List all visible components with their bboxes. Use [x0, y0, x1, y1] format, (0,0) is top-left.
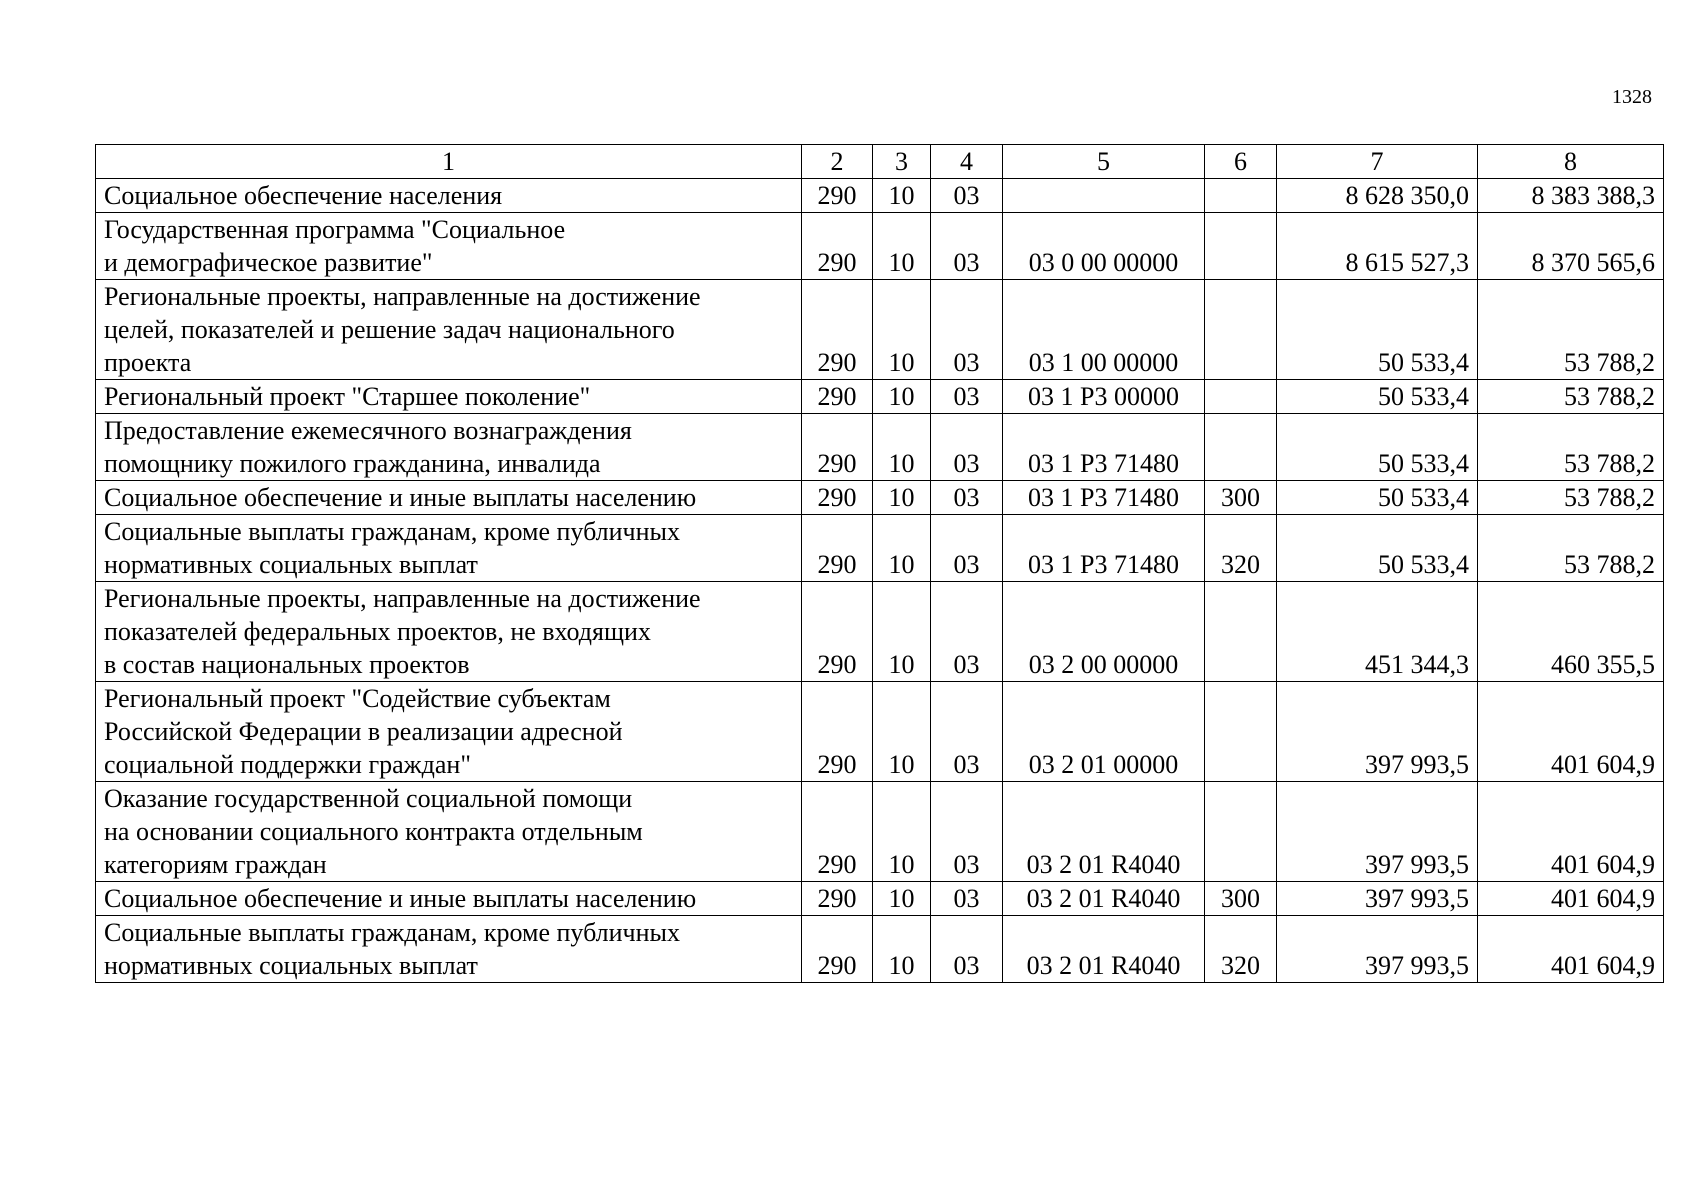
- table-body: [96, 179, 1664, 983]
- expense-type-cell: [1205, 414, 1277, 481]
- amount-year1-cell: 397 993,5: [1277, 916, 1478, 983]
- amount-year2-cell: 401 604,9: [1478, 782, 1664, 882]
- section-code-cell: 10: [873, 882, 931, 916]
- section-code-cell: 10: [873, 280, 931, 380]
- section-code-cell: 10: [873, 782, 931, 882]
- table-row: [96, 380, 1664, 414]
- expense-type-cell: [1205, 582, 1277, 682]
- amount-year2-cell: 460 355,5: [1478, 582, 1664, 682]
- target-article-cell: 03 2 01 00000: [1003, 682, 1205, 782]
- amount-year1-cell: 451 344,3: [1277, 582, 1478, 682]
- expense-type-cell: 320: [1205, 916, 1277, 983]
- ministry-code-cell: 290: [802, 280, 873, 380]
- ministry-code-cell: 290: [802, 515, 873, 582]
- table-row: [96, 481, 1664, 515]
- target-article-cell: 03 2 01 R4040: [1003, 782, 1205, 882]
- item-name-cell: Социальные выплаты гражданам, кроме публичных нормативных социальных выплат: [96, 916, 802, 983]
- expense-type-cell: 300: [1205, 882, 1277, 916]
- item-name-cell: Социальное обеспечение и иные выплаты населению: [96, 882, 802, 916]
- ministry-code-cell: 290: [802, 582, 873, 682]
- amount-year2-cell: 53 788,2: [1478, 380, 1664, 414]
- target-article-cell: 03 1 P3 71480: [1003, 515, 1205, 582]
- table-row: [96, 782, 1664, 882]
- item-name-cell: Предоставление ежемесячного вознаграждения помощнику пожилого гражданина, инвалида: [96, 414, 802, 481]
- column-header: 2: [802, 145, 873, 179]
- subsection-code-cell: 03: [931, 682, 1003, 782]
- section-code-cell: 10: [873, 916, 931, 983]
- item-name-cell: Государственная программа "Социальное и демографическое развитие": [96, 213, 802, 280]
- column-header: 4: [931, 145, 1003, 179]
- item-name-cell: Региональный проект "Содействие субъектам Российской Федерации в реализации адресной социальной поддержки граждан": [96, 682, 802, 782]
- subsection-code-cell: 03: [931, 280, 1003, 380]
- ministry-code-cell: 290: [802, 916, 873, 983]
- page-number: 1328: [1612, 86, 1652, 108]
- subsection-code-cell: 03: [931, 782, 1003, 882]
- amount-year1-cell: 50 533,4: [1277, 280, 1478, 380]
- ministry-code-cell: 290: [802, 414, 873, 481]
- column-header: 8: [1478, 145, 1664, 179]
- item-name-cell: Социальное обеспечение населения: [96, 179, 802, 213]
- table-row: [96, 414, 1664, 481]
- item-name-cell: Социальные выплаты гражданам, кроме публичных нормативных социальных выплат: [96, 515, 802, 582]
- amount-year2-cell: 53 788,2: [1478, 414, 1664, 481]
- subsection-code-cell: 03: [931, 179, 1003, 213]
- target-article-cell: 03 2 01 R4040: [1003, 882, 1205, 916]
- target-article-cell: 03 1 P3 71480: [1003, 481, 1205, 515]
- amount-year1-cell: 397 993,5: [1277, 682, 1478, 782]
- section-code-cell: 10: [873, 213, 931, 280]
- expense-type-cell: [1205, 280, 1277, 380]
- target-article-cell: 03 1 00 00000: [1003, 280, 1205, 380]
- budget-table: [95, 144, 1664, 983]
- ministry-code-cell: 290: [802, 882, 873, 916]
- header-row: [96, 145, 1664, 179]
- ministry-code-cell: 290: [802, 179, 873, 213]
- item-name-cell: Региональные проекты, направленные на достижение показателей федеральных проектов, не входящих в состав национальных проектов: [96, 582, 802, 682]
- target-article-cell: [1003, 179, 1205, 213]
- expense-type-cell: [1205, 179, 1277, 213]
- amount-year1-cell: 50 533,4: [1277, 515, 1478, 582]
- item-name-cell: Региональные проекты, направленные на достижение целей, показателей и решение задач национального проекта: [96, 280, 802, 380]
- target-article-cell: 03 1 P3 00000: [1003, 380, 1205, 414]
- table-row: [96, 916, 1664, 983]
- target-article-cell: 03 0 00 00000: [1003, 213, 1205, 280]
- subsection-code-cell: 03: [931, 916, 1003, 983]
- expense-type-cell: 320: [1205, 515, 1277, 582]
- target-article-cell: 03 1 P3 71480: [1003, 414, 1205, 481]
- amount-year2-cell: 53 788,2: [1478, 280, 1664, 380]
- amount-year1-cell: 397 993,5: [1277, 782, 1478, 882]
- ministry-code-cell: 290: [802, 782, 873, 882]
- amount-year2-cell: 8 383 388,3: [1478, 179, 1664, 213]
- table-row: [96, 582, 1664, 682]
- ministry-code-cell: 290: [802, 682, 873, 782]
- table-row: [96, 515, 1664, 582]
- expense-type-cell: 300: [1205, 481, 1277, 515]
- target-article-cell: 03 2 00 00000: [1003, 582, 1205, 682]
- amount-year1-cell: 8 628 350,0: [1277, 179, 1478, 213]
- expense-type-cell: [1205, 213, 1277, 280]
- amount-year2-cell: 401 604,9: [1478, 882, 1664, 916]
- section-code-cell: 10: [873, 582, 931, 682]
- table-row: [96, 280, 1664, 380]
- column-header: 6: [1205, 145, 1277, 179]
- section-code-cell: 10: [873, 380, 931, 414]
- subsection-code-cell: 03: [931, 481, 1003, 515]
- subsection-code-cell: 03: [931, 882, 1003, 916]
- subsection-code-cell: 03: [931, 582, 1003, 682]
- amount-year1-cell: 8 615 527,3: [1277, 213, 1478, 280]
- amount-year2-cell: 8 370 565,6: [1478, 213, 1664, 280]
- item-name-cell: Социальное обеспечение и иные выплаты населению: [96, 481, 802, 515]
- subsection-code-cell: 03: [931, 213, 1003, 280]
- subsection-code-cell: 03: [931, 380, 1003, 414]
- table-row: [96, 882, 1664, 916]
- expense-type-cell: [1205, 380, 1277, 414]
- section-code-cell: 10: [873, 414, 931, 481]
- column-header: 7: [1277, 145, 1478, 179]
- amount-year1-cell: 50 533,4: [1277, 414, 1478, 481]
- target-article-cell: 03 2 01 R4040: [1003, 916, 1205, 983]
- section-code-cell: 10: [873, 515, 931, 582]
- amount-year1-cell: 50 533,4: [1277, 481, 1478, 515]
- table-row: [96, 179, 1664, 213]
- item-name-cell: Оказание государственной социальной помощи на основании социального контракта отдельным категориям граждан: [96, 782, 802, 882]
- table-row: [96, 213, 1664, 280]
- amount-year1-cell: 50 533,4: [1277, 380, 1478, 414]
- section-code-cell: 10: [873, 179, 931, 213]
- ministry-code-cell: 290: [802, 481, 873, 515]
- amount-year1-cell: 397 993,5: [1277, 882, 1478, 916]
- subsection-code-cell: 03: [931, 414, 1003, 481]
- ministry-code-cell: 290: [802, 213, 873, 280]
- table-row: [96, 682, 1664, 782]
- column-header: 1: [96, 145, 802, 179]
- amount-year2-cell: 53 788,2: [1478, 515, 1664, 582]
- column-header: 5: [1003, 145, 1205, 179]
- amount-year2-cell: 53 788,2: [1478, 481, 1664, 515]
- amount-year2-cell: 401 604,9: [1478, 916, 1664, 983]
- expense-type-cell: [1205, 682, 1277, 782]
- amount-year2-cell: 401 604,9: [1478, 682, 1664, 782]
- item-name-cell: Региональный проект "Старшее поколение": [96, 380, 802, 414]
- section-code-cell: 10: [873, 481, 931, 515]
- section-code-cell: 10: [873, 682, 931, 782]
- ministry-code-cell: 290: [802, 380, 873, 414]
- subsection-code-cell: 03: [931, 515, 1003, 582]
- column-header: 3: [873, 145, 931, 179]
- expense-type-cell: [1205, 782, 1277, 882]
